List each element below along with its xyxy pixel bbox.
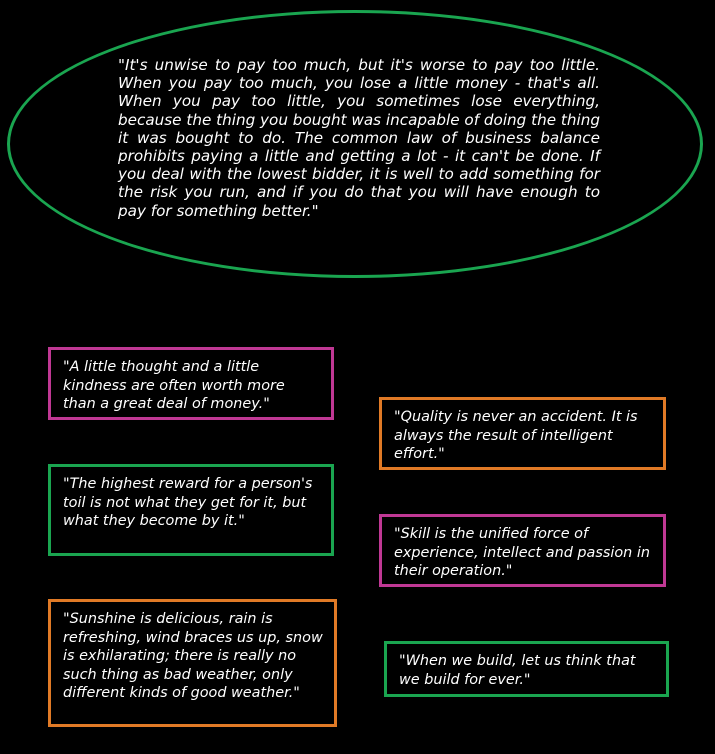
quote-text: "A little thought and a little kindness are often worth more than a great deal of money." <box>63 359 285 412</box>
quote-box-highest-reward <box>48 464 334 556</box>
quote-box-skill <box>379 514 666 587</box>
main-quote-text: "It's unwise to pay too much, but it's worse to pay too little. When you pay too much, you lose a little money - that's all. When you pay too little, you sometimes lose everything, because the thing you bought was incapable of doing the thing it was bought to do. The common law of business balance prohibits paying a little and getting a lot - it can't be done. If you deal with the lowest bidder, it is well to add something for the risk you run, and if you do that you will have enough to pay for something better." <box>118 56 600 220</box>
quote-text: "When we build, let us think that we build for ever." <box>399 653 636 688</box>
quote-box-quality <box>379 397 666 470</box>
quote-box-build-forever <box>384 641 669 697</box>
quote-text: "The highest reward for a person's toil is not what they get for it, but what they become by it." <box>63 476 313 529</box>
quote-text: "Skill is the unified force of experience, intellect and passion in their operation." <box>394 526 650 579</box>
quote-box-thought-kindness <box>48 347 334 420</box>
quote-box-sunshine <box>48 599 337 727</box>
quote-text: "Sunshine is delicious, rain is refreshing, wind braces us up, snow is exhilarating; there is really no such thing as bad weather, only different kinds of good weather." <box>63 611 323 701</box>
quote-text: "Quality is never an accident. It is always the result of intelligent effort." <box>394 409 638 462</box>
